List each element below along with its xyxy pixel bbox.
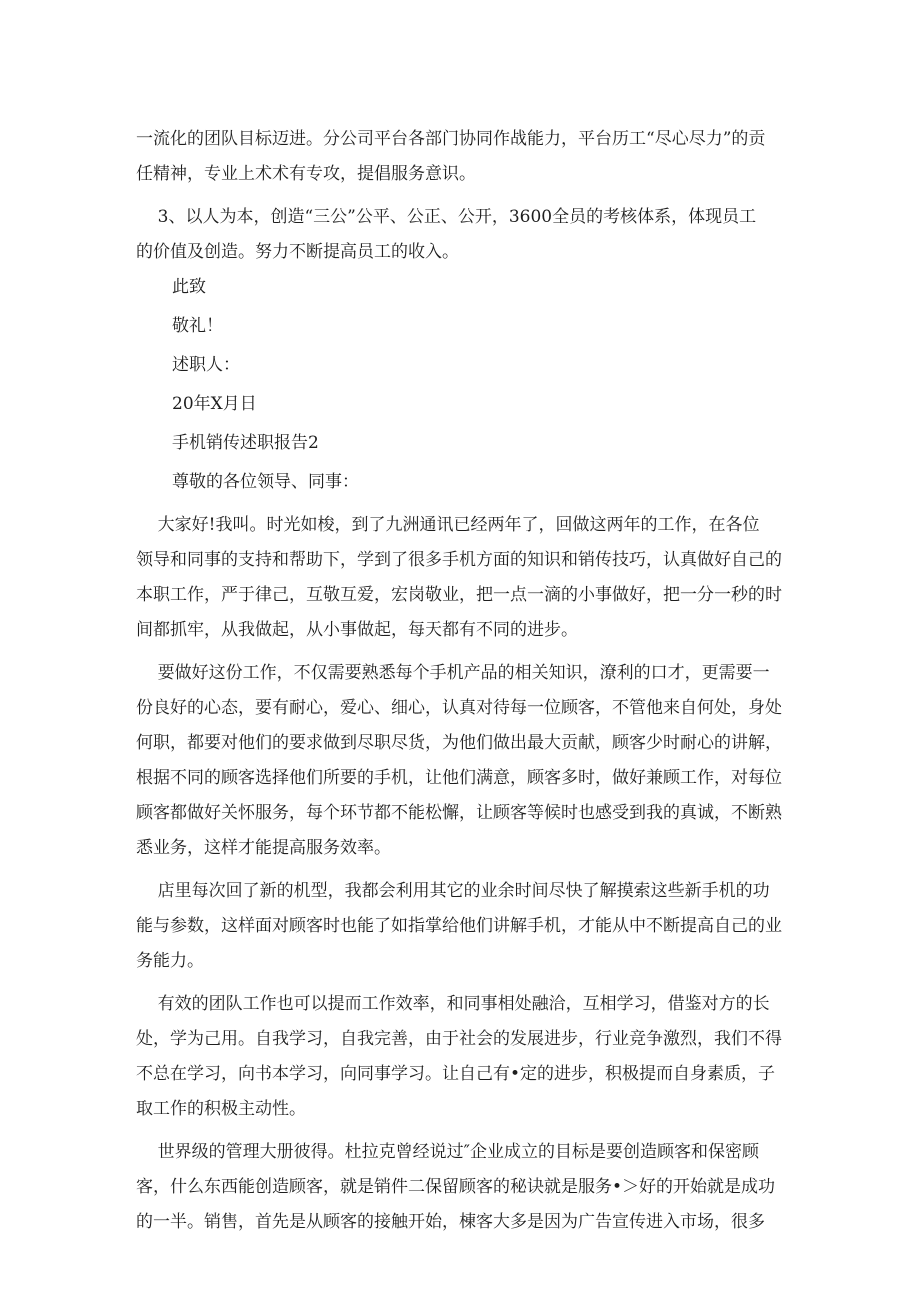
report-date: 20年X月日 (172, 394, 257, 414)
closing-respect: 敬礼！ (172, 316, 223, 336)
text-line: 的一半。销售，首先是从顾客的接触开始，棟客大多是因为广告宣传进入市场，很多 (136, 1212, 765, 1232)
report-greeting: 尊敬的各位领导、同事： (172, 472, 359, 492)
text-line: 取工作的积极主动性。 (136, 1099, 306, 1119)
text-line: 份良好的心态，要有耐心，爱心、细心，认真对待每一位顾客，不管他来自何处，身处 (136, 698, 782, 718)
text-line: 要做好这份工作，不仅需要熟悉每个手机产品的相关知识，潦利的口才，更需要一 (136, 663, 770, 683)
paragraph-introduction (136, 508, 784, 648)
report-title: 手机销传述职报告2 (172, 433, 319, 453)
document-body (136, 122, 784, 1240)
text-line: 3、以人为本，创造“三公”公平、公正、公开，3600全员的考核体系，体现员工 (136, 207, 757, 227)
paragraph-management-quote (136, 1135, 784, 1240)
text-line: 间都抓牢，从我做起，从小事做起，每天都有不同的进步。 (136, 620, 578, 640)
text-line: 世界级的管理大册彼得。杜拉克曾经说过″企业成立的目标是要创造顾客和保密顾 (136, 1142, 759, 1162)
text-line: 处，学为己用。自我学习，自我完善，由于社会的发展进步，行业竞争激烈，我们不得 (136, 1029, 782, 1049)
text-line: 能与参数，这样面对顾客时也能了如指掌给他们讲解手机，才能从中不断提高自己的业 (136, 916, 782, 936)
text-line: 店里每次回了新的机型，我都会利用其它的业余时间尽快了解摸索这些新手机的功 (136, 881, 770, 901)
text-line: 客，什么东西能创造顾客，就是销件二保留顾客的秘诀就是服务•＞好的开始就是成功 (136, 1177, 776, 1197)
text-line: 一流化的团队目标迈进。分公司平台各部门协同作战能力，平台历工“尽心尽力”的贡 (136, 129, 766, 149)
author-label: 述职人： (172, 355, 240, 375)
text-line: 悉业务，这样才能提高服务效率。 (136, 838, 391, 858)
text-line: 顾客都做好关怀服务，每个环节都不能松懈，让顾客等候时也感受到我的真诚，不断熟 (136, 803, 782, 823)
text-line: 任精神，专业上术术有专攻，提倡服务意识。 (136, 164, 476, 184)
paragraph-new-models (136, 874, 784, 979)
text-line: 本职工作，严于律己，互敬互爱，宏岗敬业，把一点一滴的小事做好，把一分一秒的时 (136, 585, 782, 605)
text-line: 何职，都要对他们的要求做到尽职尽货，为他们做出最大贡献，顾客少时耐心的讲解， (136, 733, 782, 753)
paragraph-team-goal (136, 122, 784, 192)
paragraph-people-oriented (136, 200, 784, 270)
text-line: 根据不同的顾客选择他们所要的手机，让他们满意，顾客多时，做好兼顾工作，对每位 (136, 768, 782, 788)
text-line: 务能力。 (136, 951, 204, 971)
closing-salutation: 此致 (172, 277, 206, 297)
text-line: 不总在学习，向书本学习，向同事学习。让自己有•定的进步，积极提而自身素质，子 (136, 1064, 776, 1084)
text-line: 的价值及创造。努力不断提高员工的收入。 (136, 242, 459, 262)
paragraph-service-attitude (136, 656, 784, 866)
paragraph-teamwork (136, 987, 784, 1127)
text-line: 领导和同事的支持和帮助下，学到了很多手机方面的知识和销传技巧，认真做好自己的 (136, 550, 782, 570)
text-line: 大家好!我叫。时光如梭，到了九洲通讯已经两年了，回做这两年的工作，在各位 (136, 515, 760, 535)
text-line: 有效的团队工作也可以提而工作效率，和同事相处融洽，互相学习，借鉴对方的长 (136, 994, 770, 1014)
